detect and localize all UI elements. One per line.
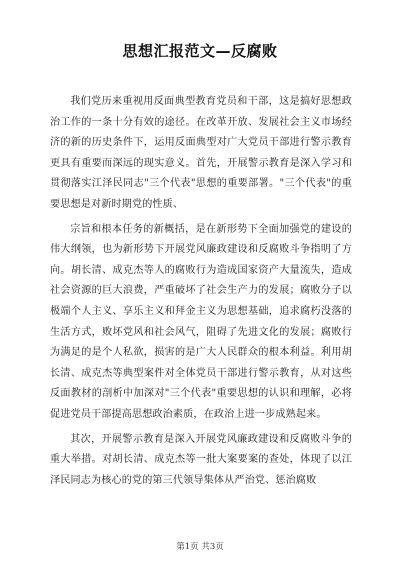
document-body — [50, 92, 352, 495]
paragraph-2: 宗旨和根本任务的新概括，是在新形势下全面加强党的建设的伟大纲领，也为新形势下开展党风廉政建设和反腐败斗争指明了方向。胡长清、成克杰等人的腐败行为造成国家资产大量流失，造成社会资源的巨大浪费，严重破坏了社会生产力的发展；腐败分子以极端个人主义、享乐主义和拜金主义为思想基础，追求腐朽没落的生活方式，败坏党风和社会风气，阻碍了先进文化的发展；腐败行为满足的是个人私欲，损害的是广大人民群众的根本利益。利用胡长清、成克杰等典型案件对全体党员干部进行警示教育，从对这些反面教材的剖析中加深对"三个代表"重要思想的认识和理解，必将促进党员干部提高思想政治素质，在政治上进一步成熟起来。 — [50, 223, 352, 420]
page-number-footer: 第1页 共3页 — [176, 542, 224, 552]
paragraph-3: 其次，开展警示教育是深入开展党风廉政建设和反腐败斗争的重大举措。对胡长清、成克杰等一批大案要案的查处，体现了以江泽民同志为核心的党的第三代领导集体从严治党、惩治腐败 — [50, 433, 352, 486]
paragraph-1: 我们党历来重视用反面典型教育党员和干部，这是搞好思想政治工作的一条十分有效的途径。在改革开放、发展社会主义市场经济的新的历史条件下，运用反面典型对广大党员干部进行警示教育更具有重要而深远的现实意义。首先，开展警示教育是深入学习和贯彻落实江泽民同志"三个代表"思想的重要部署。"三个代表"的重要思想是对新时期党的性质、 — [50, 96, 352, 210]
document-title: 思想汇报范文—反腐败 — [122, 42, 278, 60]
